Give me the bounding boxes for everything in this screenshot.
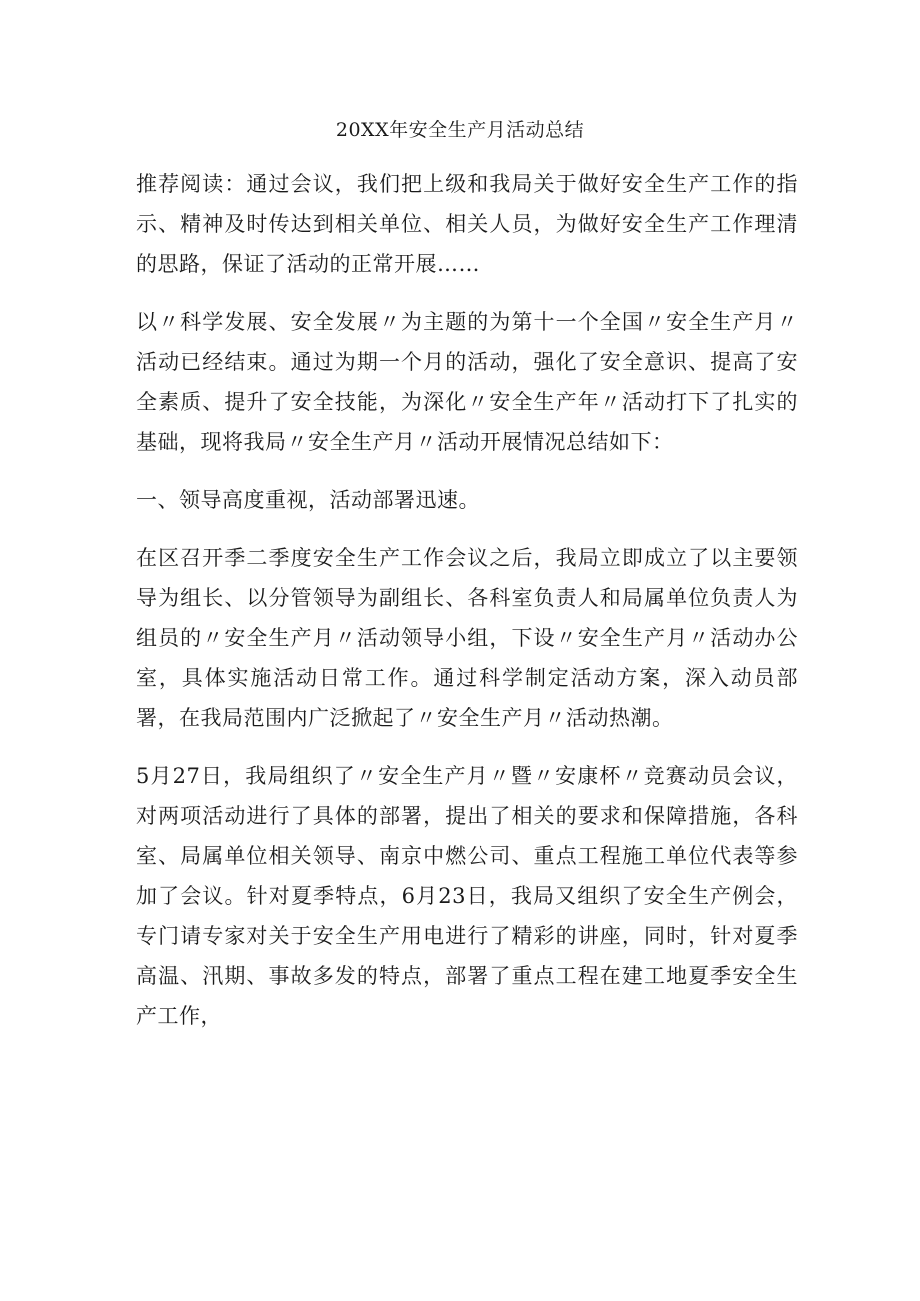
paragraph-meeting: 5月27日，我局组织了〃安全生产月〃暨〃安康杯〃竞赛动员会议，对两项活动进行了具体的部署，提出了相关的要求和保障措施，各科室、局属单位相关领导、南京中燃公司、重点工程施工单位代表等参加了会议。针对夏季特点，6月23日，我局又组织了安全生产例会，专门请专家对关于安全生产用电进行了精彩的讲座，同时，针对夏季高温、汛期、事故多发的特点，部署了重点工程在建工地夏季安全生产工作， xyxy=(136,764,798,1028)
paragraph-leadership: 在区召开季二季度安全生产工作会议之后，我局立即成立了以主要领导为组长、以分管领导为副组长、各科室负责人和局属单位负责人为组员的〃安全生产月〃活动领导小组，下设〃安全生产月〃活动办公室，具体实施活动日常工作。通过科学制定活动方案，深入动员部署，在我局范围内广泛掀起了〃安全生产月〃活动热潮。 xyxy=(136,546,798,730)
document-body xyxy=(136,164,798,1054)
paragraph-intro: 以〃科学发展、安全发展〃为主题的为第十一个全国〃安全生产月〃活动已经结束。通过为期一个月的活动，强化了安全意识、提高了安全素质、提升了安全技能，为深化〃安全生产年〃活动打下了扎实的基础，现将我局〃安全生产月〃活动开展情况总结如下： xyxy=(136,310,798,454)
section-heading-1: 一、领导高度重视，活动部署迅速。 xyxy=(136,488,480,512)
document-title: 20XX年安全生产月活动总结 xyxy=(335,119,585,141)
paragraph-recommended-reading: 推荐阅读：通过会议，我们把上级和我局关于做好安全生产工作的指示、精神及时传达到相关单位、相关人员，为做好安全生产工作理清的思路，保证了活动的正常开展…… xyxy=(136,172,798,276)
